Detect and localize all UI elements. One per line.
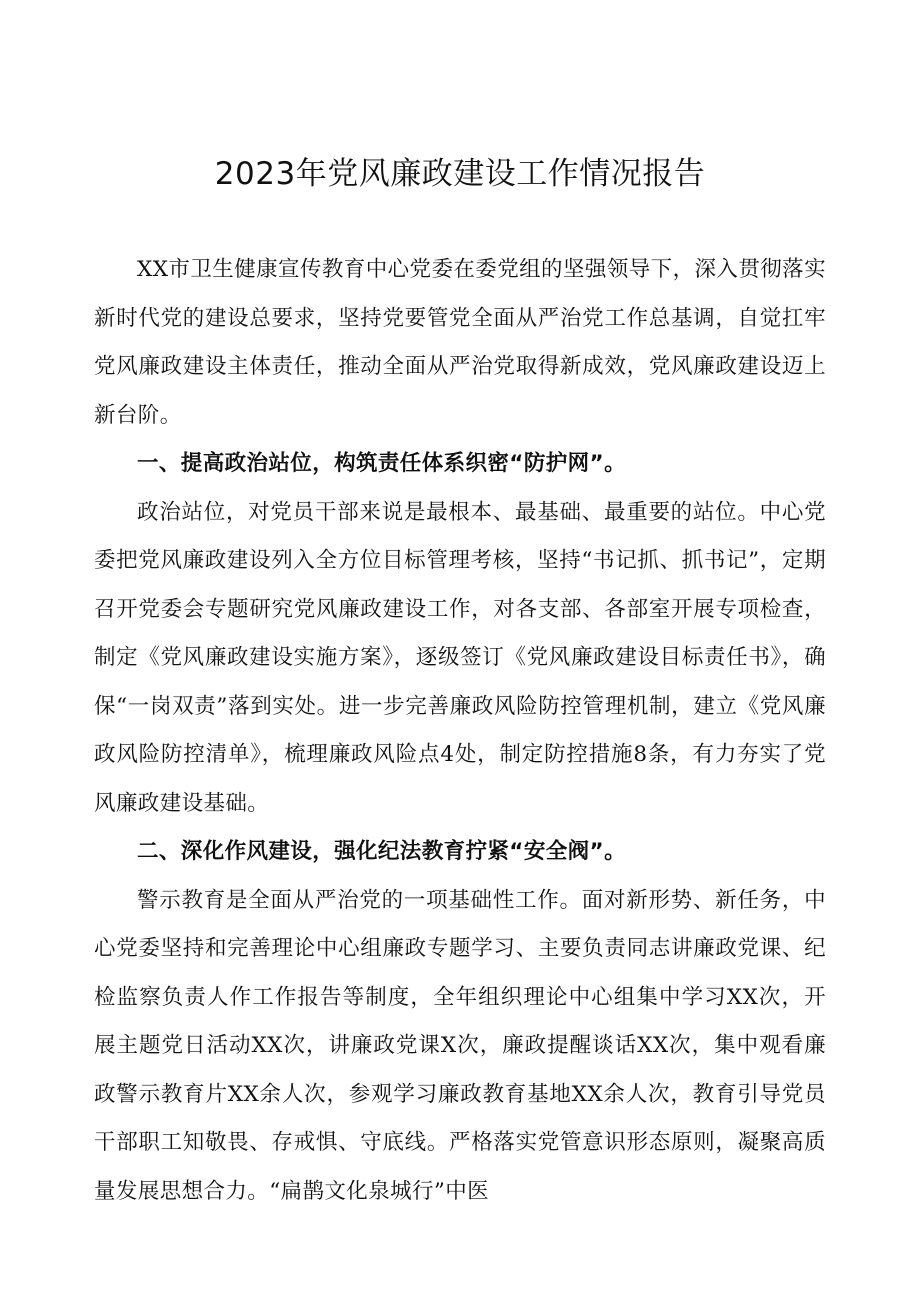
document-title: 2023年党风廉政建设工作情况报告 [214,156,706,192]
intro-paragraph: XX市卫生健康宣传教育中心党委在委党组的坚强领导下，深入贯彻落实新时代党的建设总要求，坚持党要管党全面从严治党工作总基调，自觉扛牢党风廉政建设主体责任，推动全面从严治党取得新成效，党风廉政建设迈上新台阶。 [94,257,826,428]
section-2-body: 警示教育是全面从严治党的一项基础性工作。面对新形势、新任务，中心党委坚持和完善理论中心组廉政专题学习、主要负责同志讲廉政党课、纪检监察负责人作工作报告等制度，全年组织理论中心组集中学习XX次，开展主题党日活动XX次，讲廉政党课X次，廉政提醒谈话XX次，集中观看廉政警示教育片XX余人次，参观学习廉政教育基地XX余人次，教育引导党员干部职工知敬畏、存戒惧、守底线。严格落实党管意识形态原则，凝聚高质量发展思想合力。“扁鹊文化泉城行”中医 [94,887,826,1204]
section-2-heading: 二、深化作风建设，强化纪法教育拧紧“安全阀”。 [137,839,626,864]
section-1-heading: 一、提高政治站位，构筑责任体系织密“防护网”。 [137,451,626,476]
section-1-body: 政治站位，对党员干部来说是最根本、最基础、最重要的站位。中心党委把党风廉政建设列入全方位目标管理考核，坚持“书记抓、抓书记”，定期召开党委会专题研究党风廉政建设工作，对各支部、各部室开展专项检查，制定《党风廉政建设实施方案》，逐级签订《党风廉政建设目标责任书》，确保“一岗双责”落到实处。进一步完善廉政风险防控管理机制，建立《党风廉政风险防控清单》，梳理廉政风险点4处，制定防控措施8条，有力夯实了党风廉政建设基础。 [94,499,826,816]
